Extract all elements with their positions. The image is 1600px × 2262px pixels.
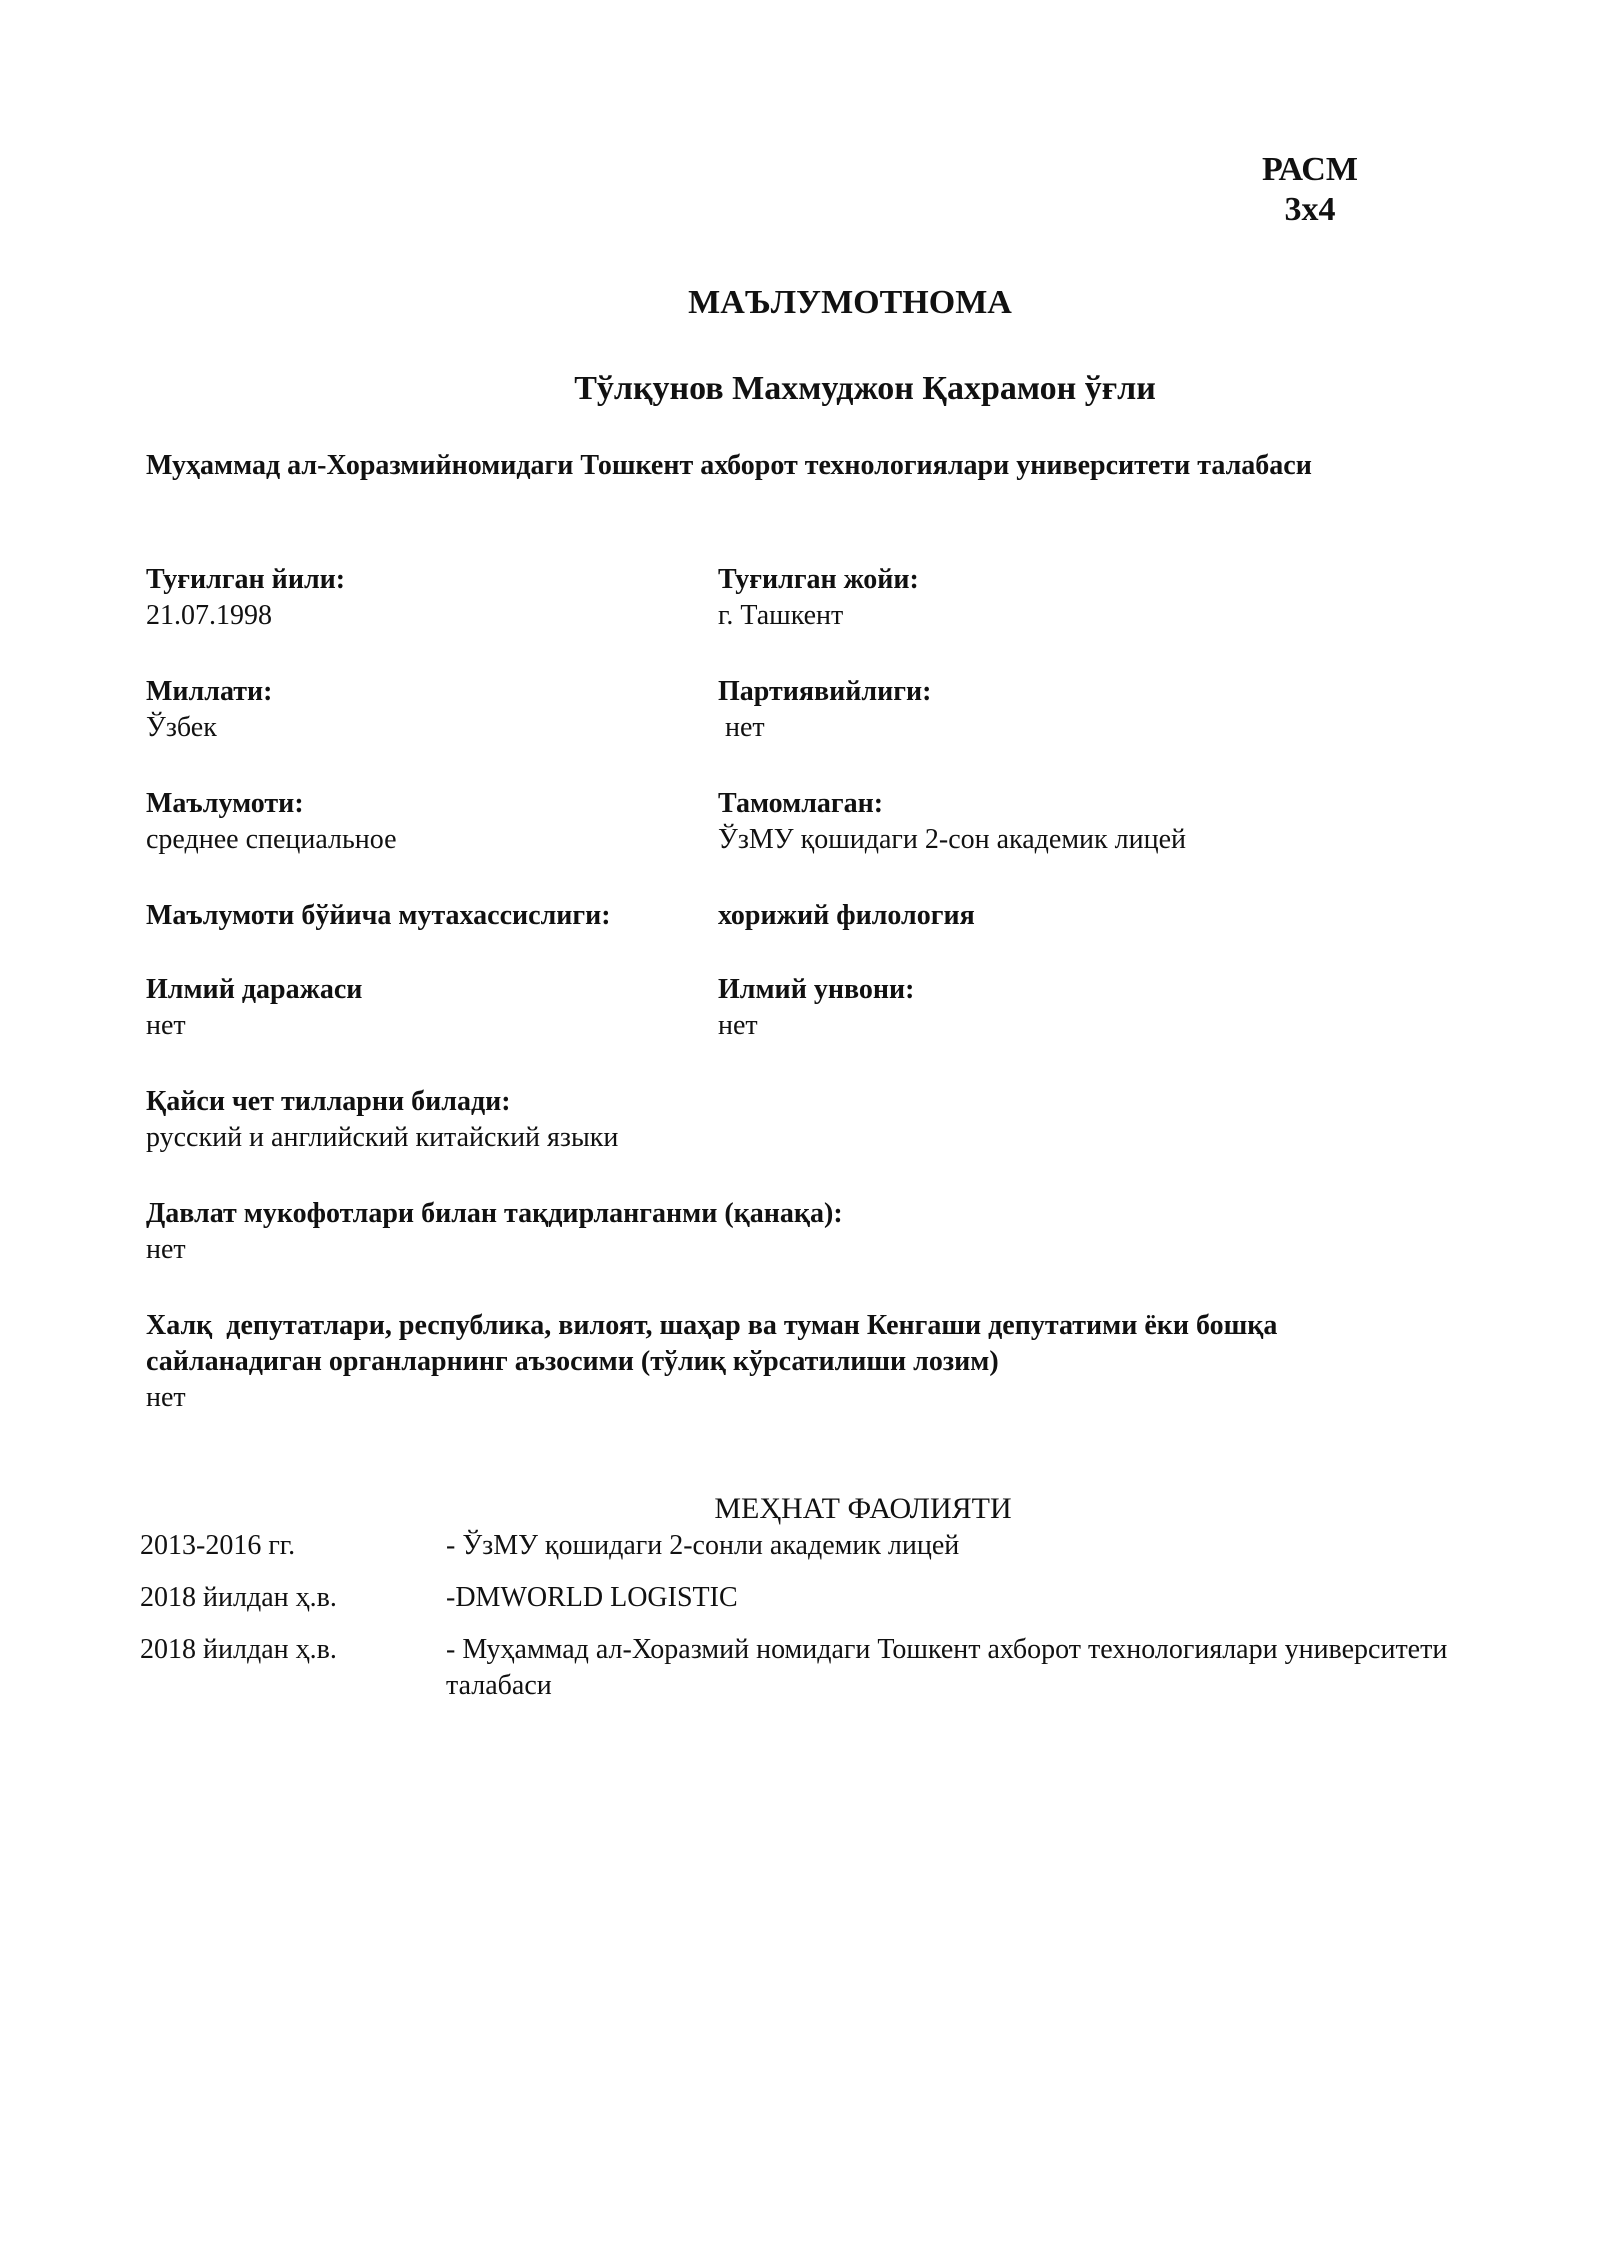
photo-placeholder xyxy=(1230,150,1390,230)
field-value: русский и английский китайский языки xyxy=(146,1122,619,1153)
work-description: - Муҳаммад ал-Хоразмий номидаги Тошкент ахборот технологиялари университети талабаси xyxy=(446,1634,1448,1701)
field-value: нет xyxy=(146,1234,186,1265)
field-label: Давлат мукофотлари билан тақдирланганми (қанақа): xyxy=(146,1198,843,1229)
field-birth-year xyxy=(146,562,345,634)
field-label-line2: сайланадиган органларнинг аъзосими (тўлиқ кўрсатилиши лозим) xyxy=(146,1346,999,1377)
field-label-line1: Халқ депутатлари, республика, вилоят, шаҳар ва туман Кенгаши депутатими ёки бошқа xyxy=(146,1310,1278,1341)
field-label: Маълумоти: xyxy=(146,788,304,819)
work-years: 2018 йилдан ҳ.в. xyxy=(140,1634,337,1665)
field-birth-place xyxy=(718,562,919,634)
work-description: -DMWORLD LOGISTIC xyxy=(446,1582,738,1613)
field-label: Илмий даражаси xyxy=(146,974,363,1005)
person-full-name: Тўлқунов Махмуджон Қахрамон ўғли xyxy=(574,370,1156,407)
document-title: МАЪЛУМОТНОМА xyxy=(688,284,1012,321)
field-party xyxy=(718,674,931,746)
field-nationality xyxy=(146,674,272,746)
field-value: среднее специальное xyxy=(146,824,397,855)
field-label: Миллати: xyxy=(146,676,273,707)
photo-size: 3x4 xyxy=(1284,191,1336,228)
field-value: нет xyxy=(718,1010,758,1041)
field-value: Ўзбек xyxy=(146,712,217,743)
field-graduated xyxy=(718,786,1186,858)
field-label: Тамомлаган: xyxy=(718,788,884,819)
field-value: нет xyxy=(146,1382,186,1413)
photo-label: РАСМ xyxy=(1262,151,1358,188)
field-education xyxy=(146,786,397,858)
field-label: Илмий унвони: xyxy=(718,974,915,1005)
field-degree xyxy=(146,972,362,1044)
field-awards xyxy=(146,1196,843,1268)
field-title-rank xyxy=(718,972,914,1044)
field-value: г. Ташкент xyxy=(718,600,844,631)
work-description: - ЎзМУ қошидаги 2-сонли академик лицей xyxy=(446,1530,960,1561)
field-deputy xyxy=(146,1308,1277,1416)
field-value: нет xyxy=(146,1010,186,1041)
field-label: Туғилган йили: xyxy=(146,564,346,595)
work-years: 2018 йилдан ҳ.в. xyxy=(140,1582,337,1613)
field-languages xyxy=(146,1084,618,1156)
work-years: 2013-2016 гг. xyxy=(140,1530,296,1561)
field-label: Партиявийлиги: xyxy=(718,676,932,707)
specialty-label: Маълумоти бўйича мутахассислиги: xyxy=(146,900,611,931)
field-label: Қайси чет тилларни билади: xyxy=(146,1086,511,1117)
field-value: ЎзМУ қошидаги 2-сон академик лицей xyxy=(718,824,1187,855)
work-section-heading: МЕҲНАТ ФАОЛИЯТИ xyxy=(714,1492,1012,1525)
field-value: 21.07.1998 xyxy=(146,600,272,631)
field-value: нет xyxy=(718,712,765,743)
specialty-value: хорижий филология xyxy=(718,900,975,931)
organization-line: Муҳаммад ал-Хоразмийномидаги Тошкент ахборот технологиялари университети талабаси xyxy=(146,450,1312,481)
field-label: Туғилган жойи: xyxy=(718,564,919,595)
